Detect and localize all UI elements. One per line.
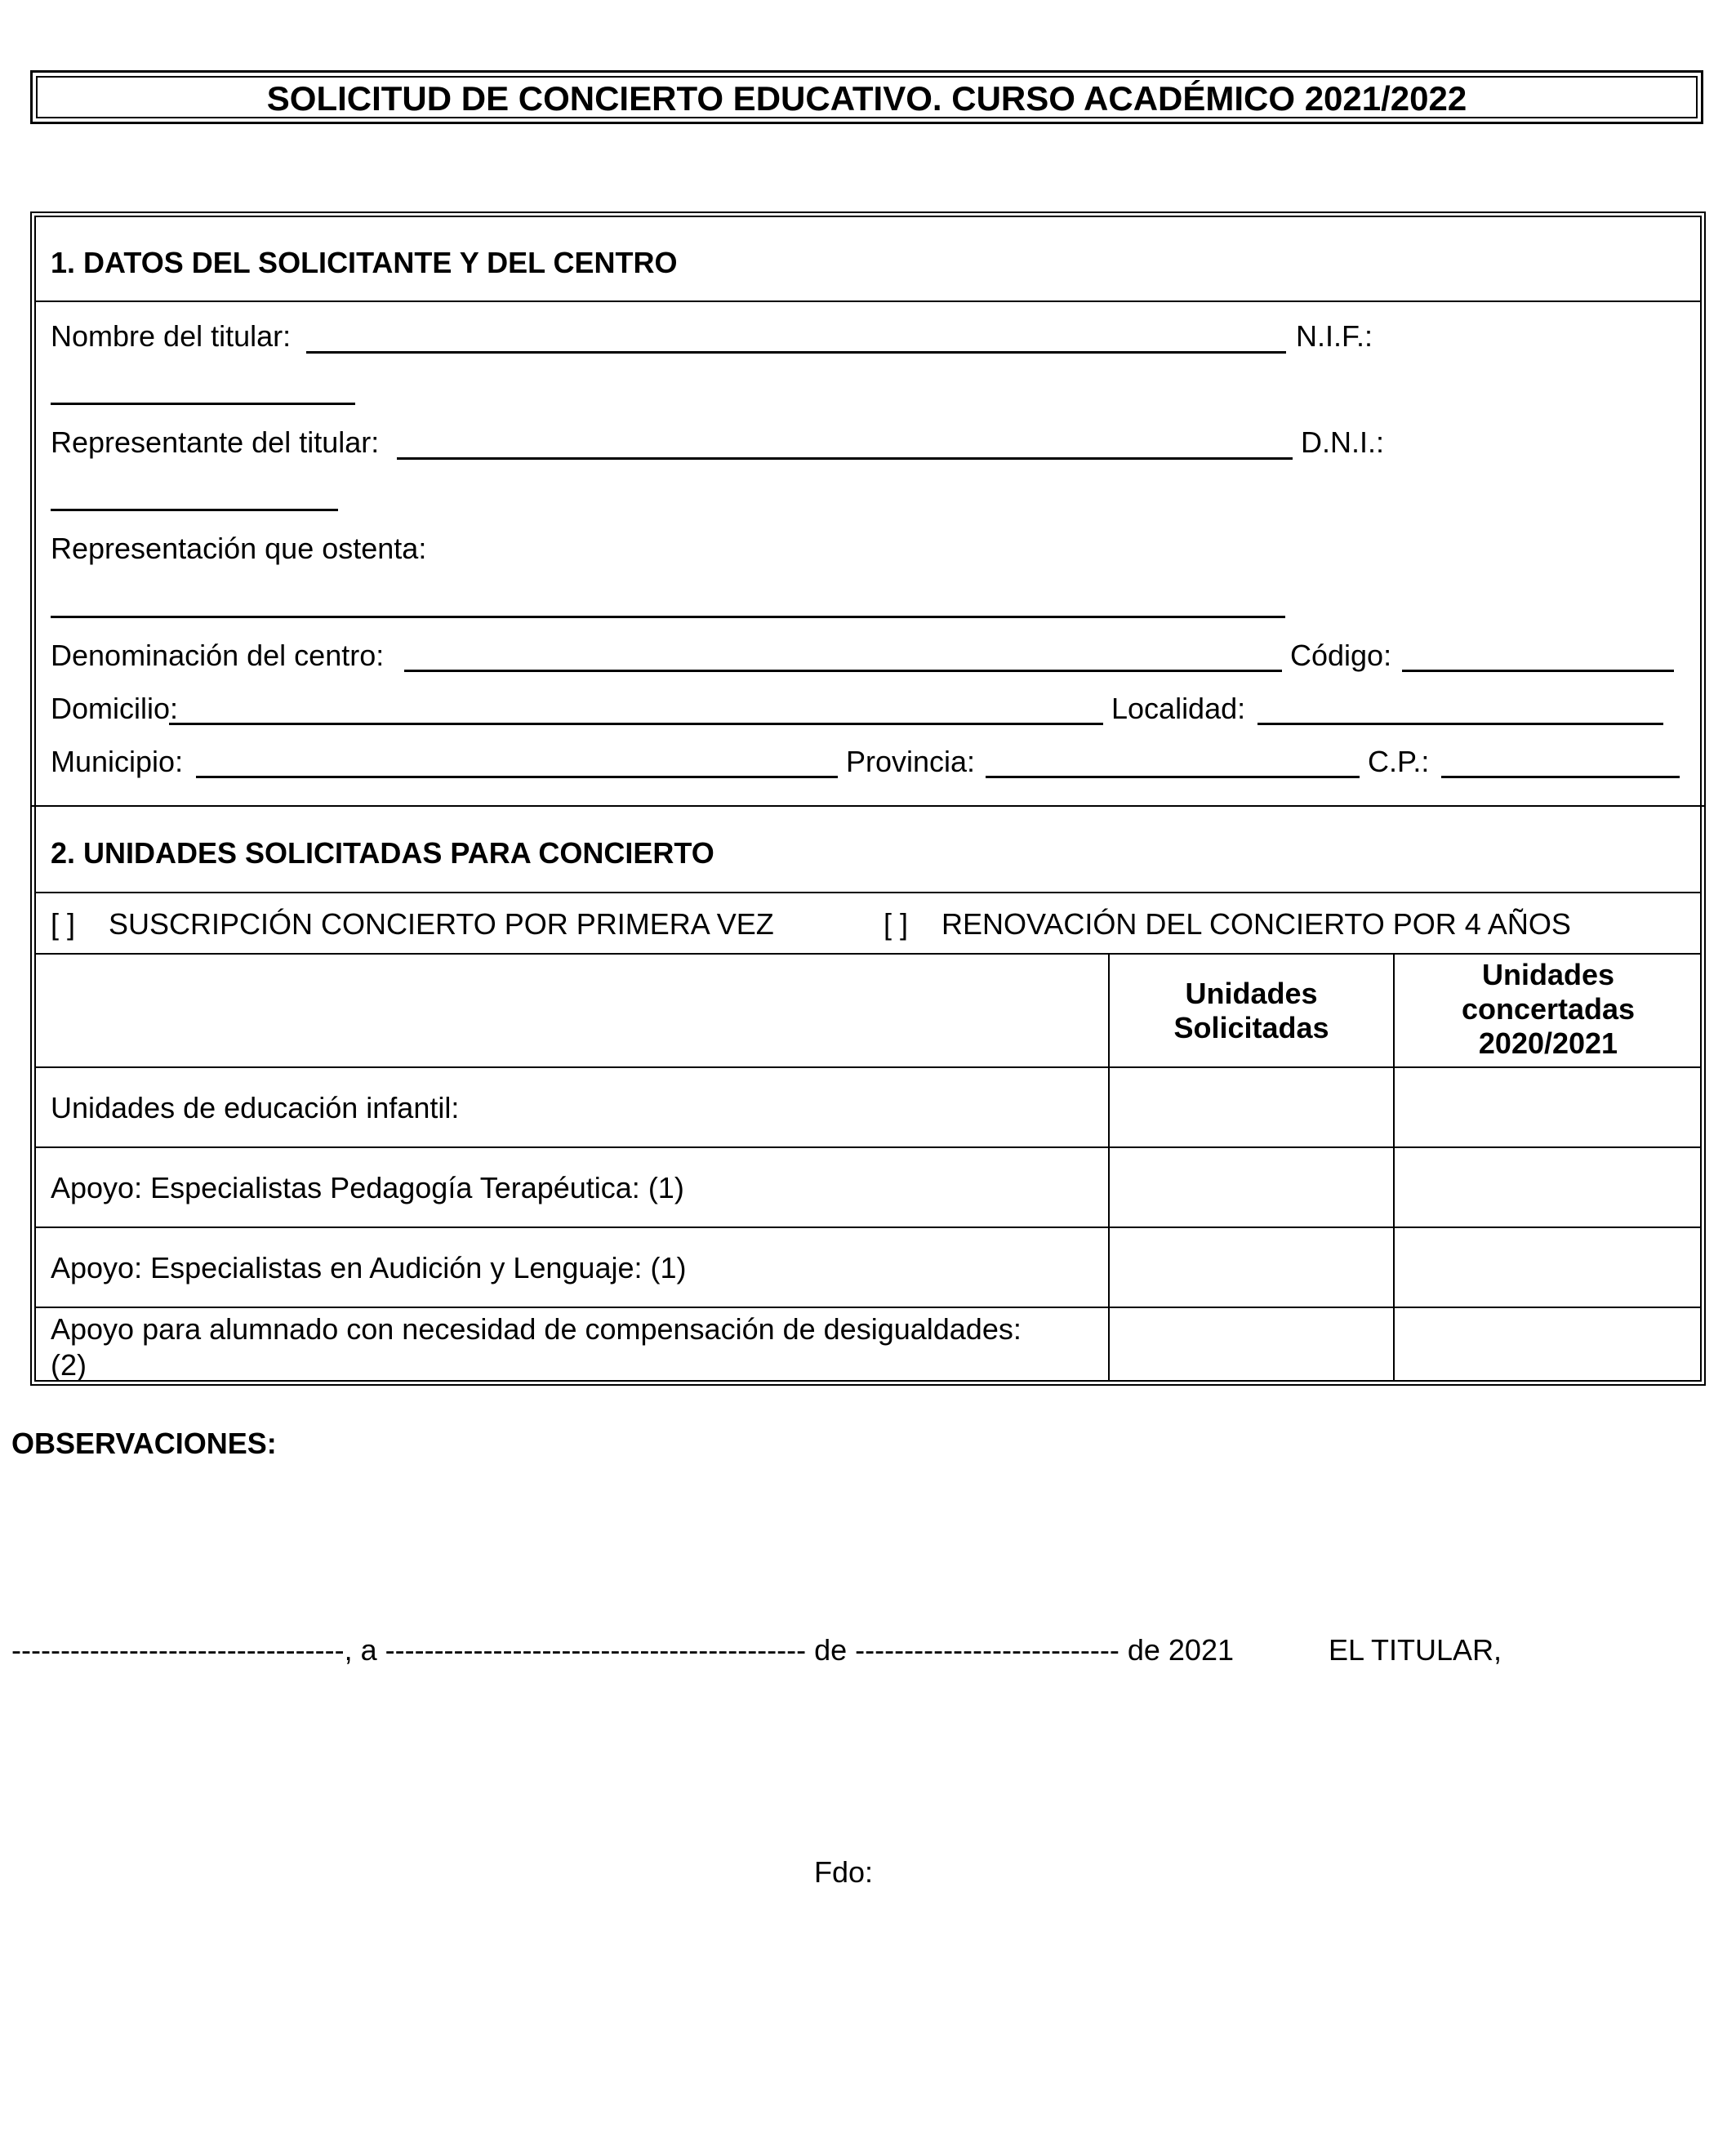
representacion-field[interactable] [51,616,1285,618]
representacion-label: Representación que ostenta: [51,532,427,565]
nombre-titular-field[interactable] [306,351,1286,354]
representante-field[interactable] [397,457,1293,460]
option2-label: RENOVACIÓN DEL CONCIERTO POR 4 AÑOS [941,907,1571,941]
dni-field[interactable] [51,509,338,511]
nombre-titular-label: Nombre del titular: [51,319,292,353]
option1-label: SUSCRIPCIÓN CONCIERTO POR PRIMERA VEZ [109,907,774,941]
municipio-label: Municipio: [51,745,184,778]
cell-audicion-concertadas[interactable] [1395,1229,1701,1306]
row-divider-1 [34,1146,1702,1148]
cell-compensacion-concertadas[interactable] [1395,1309,1701,1381]
col-header-concertadas [1395,958,1702,1061]
codigo-label: Código: [1290,639,1392,672]
section2-top-divider [30,805,1706,807]
nif-label: N.I.F.: [1296,319,1373,353]
place-date-line[interactable]: ----------------------------------, a ------------------------------------------- de --------------------------- de 2021 [11,1633,1234,1667]
row-label-pedagogia: Apoyo: Especialistas Pedagogía Terapéutica: (1) [51,1171,684,1204]
row-label-audicion: Apoyo: Especialistas en Audición y Lenguaje: (1) [51,1251,687,1284]
codigo-field[interactable] [1402,670,1674,672]
cell-infantil-concertadas[interactable] [1395,1069,1701,1146]
row-label-compensacion-note: (2) [51,1348,87,1382]
denominacion-label: Denominación del centro: [51,639,385,672]
el-titular-label: EL TITULAR, [1329,1633,1502,1667]
provincia-label: Provincia: [846,745,976,778]
cell-compensacion-solicitadas[interactable] [1111,1309,1392,1381]
page-title: SOLICITUD DE CONCIERTO EDUCATIVO. CURSO ACADÉMICO 2021/2022 [266,79,1467,118]
title-box [30,70,1703,124]
representante-label: Representante del titular: [51,425,380,459]
section2-divider [34,892,1702,893]
col-header-solicitadas-line2: Solicitadas [1173,1011,1329,1044]
col-header-concertadas-line2: concertadas [1461,992,1636,1026]
option2-checkbox[interactable]: [ ] [884,907,909,941]
table-header-divider [34,1066,1702,1068]
row-divider-2 [34,1227,1702,1228]
cell-pedagogia-concertadas[interactable] [1395,1149,1701,1226]
municipio-field[interactable] [196,776,838,778]
fdo-label: Fdo: [814,1855,874,1889]
section1-divider [34,301,1702,302]
section2-heading: 2. UNIDADES SOLICITADAS PARA CONCIERTO [51,836,714,870]
domicilio-field[interactable] [169,723,1103,725]
cell-pedagogia-solicitadas[interactable] [1111,1149,1392,1226]
col-header-solicitadas-line1: Unidades [1185,977,1318,1010]
cell-infantil-solicitadas[interactable] [1111,1069,1392,1146]
domicilio-label: Domicilio: [51,692,179,725]
cp-label: C.P.: [1368,745,1430,778]
nif-field[interactable] [51,403,355,405]
cell-audicion-solicitadas[interactable] [1111,1229,1392,1306]
options-divider [34,953,1702,955]
provincia-field[interactable] [986,776,1360,778]
observaciones-area[interactable] [11,1470,1702,1633]
section1-heading: 1. DATOS DEL SOLICITANTE Y DEL CENTRO [51,246,678,279]
denominacion-field[interactable] [404,670,1282,672]
col-header-concertadas-line1: Unidades [1481,958,1615,991]
col-header-concertadas-line3: 2020/2021 [1478,1026,1618,1060]
cp-field[interactable] [1441,776,1680,778]
col-header-solicitadas [1110,977,1393,1045]
localidad-label: Localidad: [1111,692,1246,725]
observaciones-label: OBSERVACIONES: [11,1427,277,1460]
row-label-infantil: Unidades de educación infantil: [51,1091,460,1124]
row-label-compensacion: Apoyo para alumnado con necesidad de compensación de desigualdades: [51,1312,1022,1346]
row-divider-3 [34,1307,1702,1308]
dni-label: D.N.I.: [1301,425,1385,459]
option1-checkbox[interactable]: [ ] [51,907,76,941]
localidad-field[interactable] [1257,723,1663,725]
